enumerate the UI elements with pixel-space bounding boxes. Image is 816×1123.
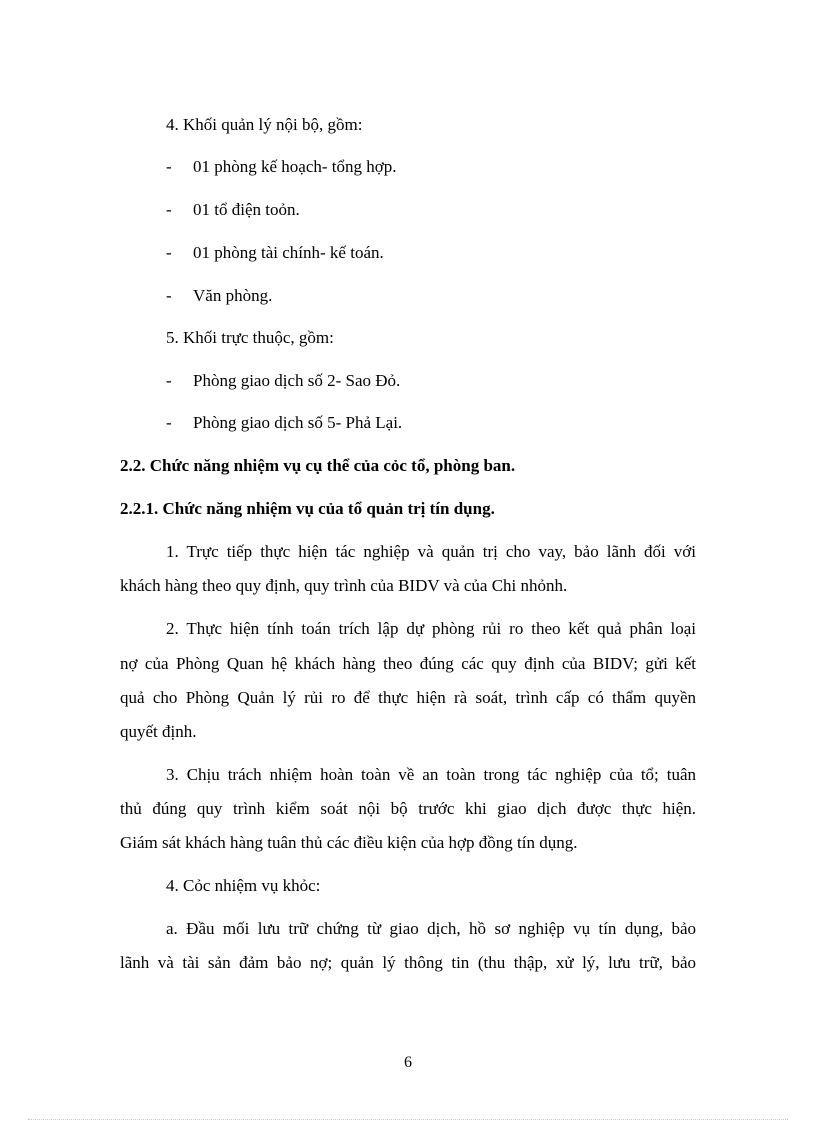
paragraph-line: 1. Trực tiếp thực hiện tác nghiệp và quản trị cho vay, bảo lãnh đối với [166, 542, 696, 561]
paragraph-line: quả cho Phòng Quản lý rủi ro để thực hiện rà soát, trình cấp có thẩm quyền [120, 688, 696, 707]
paragraph-line: a. Đầu mối lưu trữ chứng từ giao dịch, hồ sơ nghiệp vụ tín dụng, bảo [166, 919, 696, 938]
khoi-quan-ly-heading: 4. Khối quản lý nội bộ, gồm: [166, 115, 363, 134]
list-item-text: Phòng giao dịch số 5- Phả Lại. [193, 413, 403, 432]
bullet-marker: - [166, 413, 172, 432]
paragraph-line: 4. Cỏc nhiệm vụ khỏc: [166, 876, 321, 895]
list-item-text: Văn phòng. [193, 286, 273, 305]
paragraph-line: lãnh và tài sản đảm bảo nợ; quản lý thông tin (thu thập, xử lý, lưu trữ, bảo [120, 953, 696, 972]
section-heading-2-2-1: 2.2.1. Chức năng nhiệm vụ của tổ quản trị tín dụng. [120, 499, 495, 518]
khoi-truc-thuoc-heading: 5. Khối trực thuộc, gồm: [166, 328, 334, 347]
list-item-text: Phòng giao dịch số 2- Sao Đỏ. [193, 371, 401, 390]
bullet-marker: - [166, 371, 172, 390]
paragraph-line: 2. Thực hiện tính toán trích lập dự phòng rủi ro theo kết quả phân loại [166, 619, 696, 638]
list-item-text: 01 tổ điện toỏn. [193, 200, 300, 219]
bullet-marker: - [166, 157, 172, 176]
bullet-marker: - [166, 243, 172, 262]
bullet-marker: - [166, 200, 172, 219]
paragraph-line: khách hàng theo quy định, quy trình của BIDV và của Chi nhỏnh. [120, 576, 568, 595]
section-heading-2-2: 2.2. Chức năng nhiệm vụ cụ thể của cỏc tổ, phòng ban. [120, 456, 516, 475]
page-bottom-divider [28, 1119, 788, 1120]
list-item-text: 01 phòng kế hoạch- tổng hợp. [193, 157, 397, 176]
paragraph-line: Giám sát khách hàng tuân thủ các điều kiện của hợp đồng tín dụng. [120, 833, 578, 852]
paragraph-line: quyết định. [120, 722, 197, 741]
page-number: 6 [404, 1054, 412, 1071]
list-item-text: 01 phòng tài chính- kế toán. [193, 243, 384, 262]
paragraph-line: 3. Chịu trách nhiệm hoàn toàn về an toàn trong tác nghiệp của tổ; tuân [166, 765, 696, 784]
paragraph-line: thủ đúng quy trình kiểm soát nội bộ trước khi giao dịch được thực hiện. [120, 799, 696, 818]
bullet-marker: - [166, 286, 172, 305]
paragraph-line: nợ của Phòng Quan hệ khách hàng theo đúng các quy định của BIDV; gửi kết [120, 654, 696, 673]
